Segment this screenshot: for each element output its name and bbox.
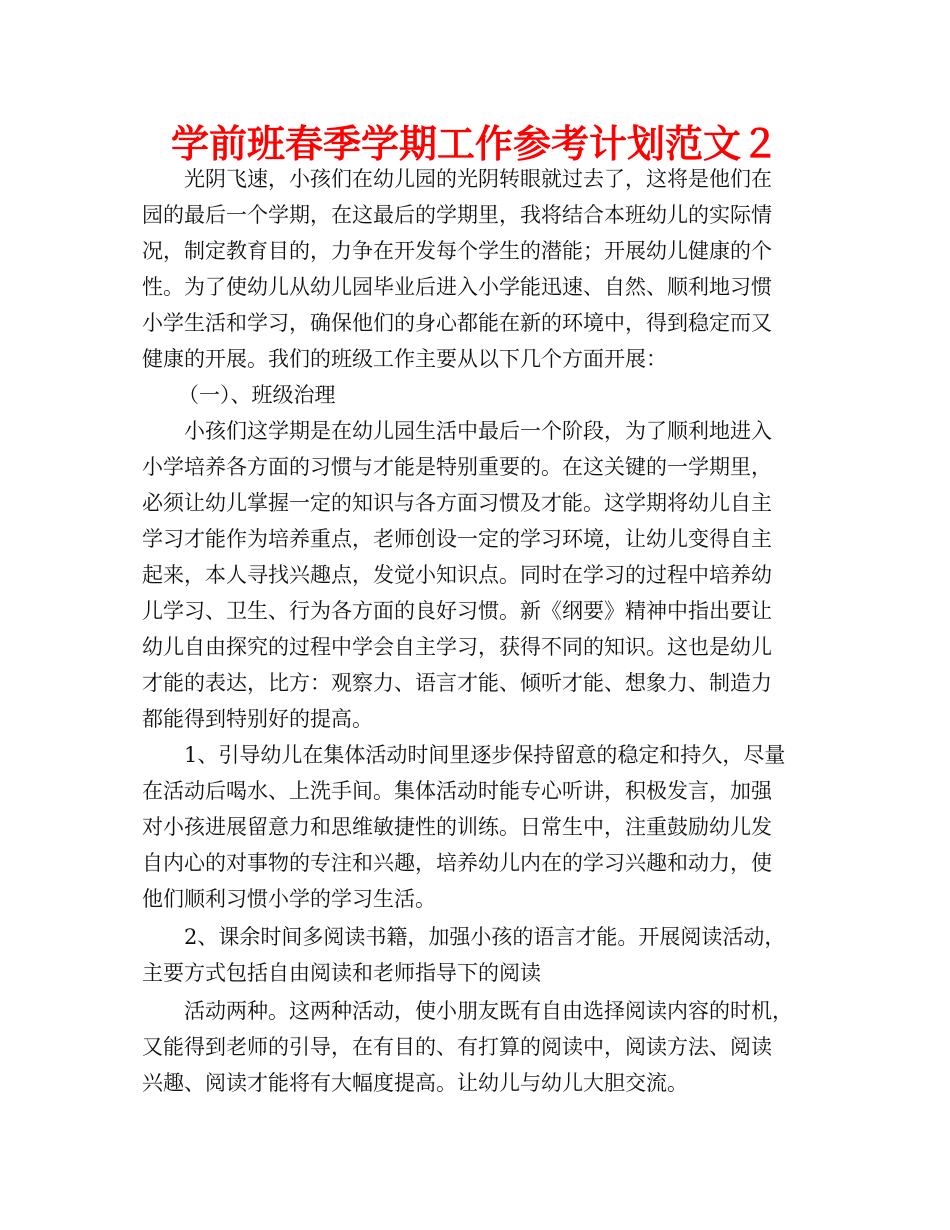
document-title: 学前班春季学期工作参考计划范文２ [170, 122, 779, 166]
paragraph-line-8: 小孩们这学期是在幼儿园生活中最后一个阶段，为了顺利地进入 [184, 419, 772, 443]
paragraph-line-21: 他们顺利习惯小学的学习生活。 [142, 887, 436, 911]
paragraph-line-15: 才能的表达，比方：观察力、语言才能、倾听才能、想象力、制造力 [142, 671, 772, 695]
paragraph-line-2: 园的最后一个学期，在这最后的学期里，我将结合本班幼儿的实际情 [142, 203, 772, 227]
paragraph-line-16: 都能得到特别好的提高。 [142, 707, 373, 731]
paragraph-line-10: 必须让幼儿掌握一定的知识与各方面习惯及才能。这学期将幼儿自主 [142, 491, 772, 515]
paragraph-line-17: 1、引导幼儿在集体活动时间里逐步保持留意的稳定和持久，尽量 [184, 743, 786, 767]
paragraph-line-19: 对小孩进展留意力和思维敏捷性的训练。日常生中，注重鼓励幼儿发 [142, 815, 772, 839]
paragraph-line-24: 活动两种。这两种活动，使小朋友既有自由选择阅读内容的时机， [184, 999, 793, 1023]
paragraph-line-14: 幼儿自由探究的过程中学会自主学习，获得不同的知识。这也是幼儿 [142, 635, 772, 659]
paragraph-line-6: 健康的开展。我们的班级工作主要从以下几个方面开展： [142, 347, 667, 371]
paragraph-line-18: 在活动后喝水、上洗手间。集体活动时能专心听讲，积极发言，加强 [142, 779, 772, 803]
paragraph-line-1: 光阴飞速，小孩们在幼儿园的光阴转眼就过去了，这将是他们在 [184, 167, 772, 191]
paragraph-line-3: 况，制定教育目的，力争在开发每个学生的潜能；开展幼儿健康的个 [142, 239, 772, 263]
paragraph-line-20: 自内心的对事物的专注和兴趣，培养幼儿内在的学习兴趣和动力，使 [142, 851, 772, 875]
paragraph-line-25: 又能得到老师的引导，在有目的、有打算的阅读中，阅读方法、阅读 [142, 1035, 772, 1059]
section-heading: （一）、班级治理 [178, 383, 336, 407]
paragraph-line-11: 学习才能作为培养重点，老师创设一定的学习环境，让幼儿变得自主 [142, 527, 772, 551]
paragraph-line-5: 小学生活和学习，确保他们的身心都能在新的环境中，得到稳定而又 [142, 311, 772, 335]
paragraph-line-23: 主要方式包括自由阅读和老师指导下的阅读 [142, 961, 541, 985]
paragraph-line-22: 2、课余时间多阅读书籍，加强小孩的语言才能。开展阅读活动， [184, 925, 786, 949]
paragraph-line-26: 兴趣、阅读才能将有大幅度提高。让幼儿与幼儿大胆交流。 [142, 1071, 688, 1095]
paragraph-line-12: 起来，本人寻找兴趣点，发觉小知识点。同时在学习的过程中培养幼 [142, 563, 772, 587]
paragraph-line-9: 小学培养各方面的习惯与才能是特别重要的。在这关键的一学期里， [142, 455, 772, 479]
paragraph-line-4: 性。为了使幼儿从幼儿园毕业后进入小学能迅速、自然、顺利地习惯 [142, 275, 772, 299]
paragraph-line-13: 儿学习、卫生、行为各方面的良好习惯。新《纲要》精神中指出要让 [142, 599, 772, 623]
